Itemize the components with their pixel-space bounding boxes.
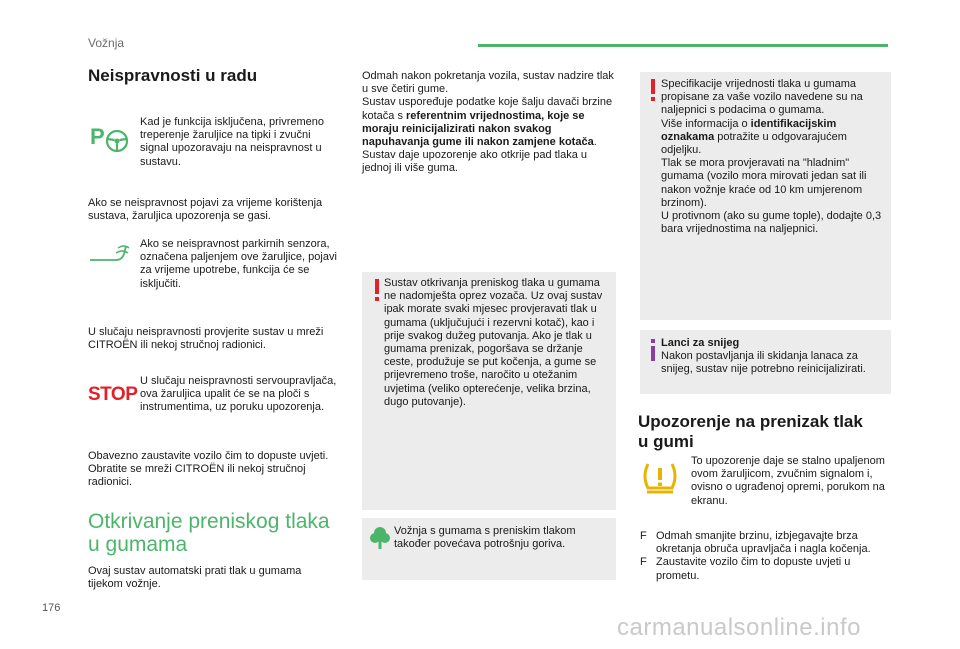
paragraph-alert-description: To upozorenje daje se stalno upaljenom ovom žaruljicom, zvučnim signalom i, ovisno o ugrađenoj opremi, porukom na ekranu.	[691, 455, 885, 507]
title-line-2: u gumama	[88, 533, 188, 556]
text-line-d: Sustav daje upozorenje ako otkrije pad tlaka u jednoj ili više guma.	[362, 149, 588, 175]
title-line-1: Upozorenje na prenizak tlak	[638, 412, 863, 431]
text-specs-b-bold: identifikacijskim oznakama	[661, 117, 837, 143]
bullet-list-actions	[640, 530, 892, 583]
text-specs-b-normal: Više informacija o	[661, 117, 751, 130]
page-number: 176	[42, 602, 61, 614]
tyre-pressure-warning-icon	[640, 458, 680, 498]
text-specs-c: Tlak se mora provjeravati na "hladnim" gumama (vozilo mora mirovati jedan sat ili nakon vožnje kraće od 10 km umjerenom brzinom).	[661, 157, 867, 209]
info-title: Lanci za snijeg	[661, 337, 740, 349]
paragraph-fault-during-use: Ako se neispravnost pojavi za vrijeme korištenja sustava, žaruljica upozorenja se gasi.	[88, 197, 323, 223]
title-line-2: u gumi	[638, 432, 694, 451]
exclamation-warning-icon	[372, 278, 382, 302]
paragraph-check-network: U slučaju neispravnosti provjerite sustav u mreži CITROËN ili nekoj stručnoj radionici.	[88, 326, 324, 352]
section-title-malfunctions: Neispravnosti u radu	[88, 66, 258, 85]
text-line-b	[362, 96, 618, 149]
section-title-low-pressure-alert	[638, 412, 898, 452]
parking-sensor-icon	[88, 240, 130, 264]
title-line-1: Otkrivanje preniskog tlaka	[88, 510, 330, 533]
info-body: Nakon postavljanja ili skidanja lanaca za snijeg, sustav nije potrebno reinicijalizirati.	[661, 350, 866, 376]
stop-warning-icon	[88, 384, 138, 406]
list-item	[640, 556, 892, 582]
eco-box-fuel-consumption	[362, 518, 616, 580]
svg-text:P: P	[90, 124, 105, 149]
eco-text: Vožnja s gumama s preniskim tlakom također povećava potrošnju goriva.	[394, 525, 576, 551]
section-header: Vožnja	[88, 36, 125, 50]
text-b-normal: Sustav uspoređuje podatke koje šalju davači brzine kotača s	[362, 96, 613, 122]
list-item	[640, 530, 892, 556]
paragraph-function-off: Kad je funkcija isključena, privremeno treperenje žaruljice na tipki i zvučni signal upozoravaju na neispravnost u sustavu.	[140, 116, 325, 168]
stop-icon-label: STOP	[88, 384, 138, 405]
info-box-snow-chains	[640, 330, 891, 394]
info-text	[661, 337, 886, 377]
warning-text-specs	[661, 78, 886, 236]
paragraph-stop-vehicle: Obavezno zaustavite vozilo čim to dopuste uvjeti. Obratite se mreži CITROËN ili nekoj stručnoj radionici.	[88, 450, 329, 489]
watermark: carmanualsonline.info	[617, 614, 861, 641]
text-specs-b-end: potražite u odgovarajućem odjeljku.	[661, 130, 847, 157]
warning-box-driver-vigilance	[362, 272, 616, 510]
paragraph-parking-sensors-fault: Ako se neispravnost parkirnih senzora, označena paljenjem ove žaruljice, pojavi za vrijeme upotrebe, funkcija će se isključiti.	[140, 238, 337, 290]
text-b-end: .	[593, 136, 597, 149]
exclamation-warning-icon	[648, 78, 658, 102]
bullet-text: Zaustavite vozilo čim to dopuste uvjeti u prometu.	[656, 556, 851, 582]
text-specs-d: U protivnom (ako su gume tople), dodajte 0,3 bara vrijednostima na naljepnici.	[661, 210, 882, 236]
bullet-marker: F	[640, 530, 647, 542]
info-icon	[648, 338, 658, 362]
bullet-marker: F	[640, 556, 647, 569]
bullet-text: Odmah smanjite brzinu, izbjegavajte brza okretanja obruča upravljača i nagla kočenja.	[656, 530, 871, 556]
text-line-a: Odmah nakon pokretanja vozila, sustav nadzire tlak u sve četiri gume.	[362, 70, 614, 96]
text-b-bold: referentnim vrijednostima, koje se moraju reinicijalizirati nakon svakog napuhavanja gume ili nakon zamjene kotača	[362, 109, 594, 149]
paragraph-power-steering-fault: U slučaju neispravnosti servoupravljača, ova žaruljica upalit će se na ploči s instrumentima, uz poruku upozorenja.	[140, 375, 337, 414]
paragraph-system-monitors: Ovaj sustav automatski prati tlak u gumama tijekom vožnje.	[88, 565, 302, 591]
paragraph-system-operation	[362, 70, 618, 176]
warning-text: Sustav otkrivanja preniskog tlaka u gumama ne nadomješta oprez vozača. Uz ovaj sustav ipak morate svaki mjesec provjeravati tlak u gumama (uključujući i rezervni kotač), kao i prije svakog dužeg putovanja. Ako je tlak u gumama prenizak, pogoršava se držanje ceste, produžuje se put kočenja, a gume se prijevremeno troše, naročito u otežanim uvjetima (veliko opterećenje, velika brzina, dugo putovanje).	[384, 277, 603, 408]
warning-box-pressure-specs	[640, 72, 891, 320]
header-accent-line	[478, 44, 888, 47]
section-title-tyre-pressure-detection	[88, 510, 358, 556]
eco-tree-icon	[370, 526, 390, 550]
text-specs-a: Specifikacije vrijednosti tlaka u gumama propisane za vaše vozilo navedene su na naljepnici s podacima o gumama.	[661, 78, 863, 117]
park-assist-steering-icon	[90, 120, 130, 160]
text-specs-b	[661, 118, 886, 158]
